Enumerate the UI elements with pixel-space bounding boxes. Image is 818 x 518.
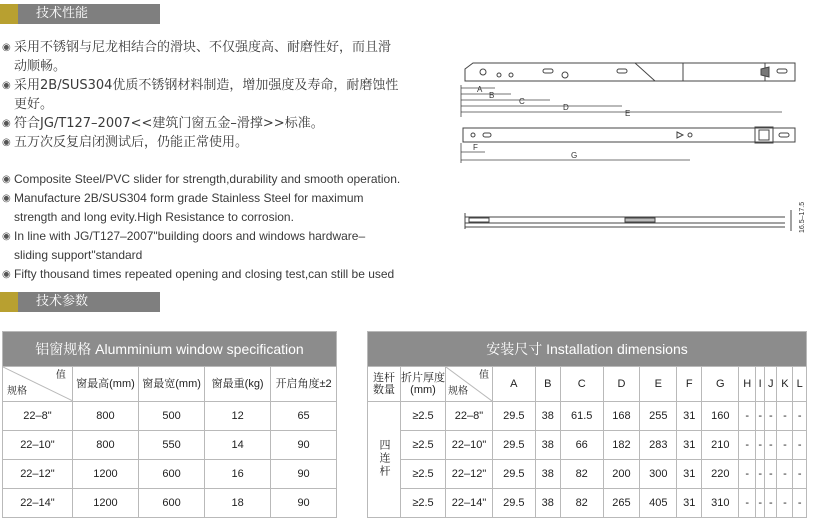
bullet-icon: ◉ bbox=[2, 137, 11, 148]
feature-en-item: ◉ Composite Steel/PVC slider for strength,durability and smooth operation. bbox=[2, 170, 402, 189]
column-header-link-count: 连杆数量 bbox=[368, 367, 401, 402]
feature-cn-item: ◉ 采用不锈钢与尼龙相结合的滑块、不仅强度高、耐磨性好，而且滑动顺畅。 bbox=[2, 40, 392, 74]
bullet-icon: ◉ bbox=[2, 174, 11, 185]
feature-en-item: ◉ Fifty thousand times repeated opening and closing test,can still be used bbox=[2, 265, 402, 284]
height-label: 16.5–17.5 bbox=[799, 201, 806, 233]
bullet-icon: ◉ bbox=[2, 193, 11, 204]
feature-cn-item: ◉ 符合JG/T127–2007<<建筑门窗五金–滑撑>>标准。 bbox=[2, 116, 324, 131]
dim-label-b: B bbox=[489, 91, 495, 100]
feature-en-item: ◉ Manufacture 2B/SUS304 form grade Stainless Steel for maximum strength and long evity.High Resistance to corrosion. bbox=[2, 191, 364, 224]
table-row: ≥2.5 22–10" 29.5 38 66 182 283 31 210 - - - - - bbox=[368, 431, 807, 460]
track-view bbox=[463, 127, 795, 143]
column-header: L bbox=[793, 367, 807, 402]
dim-label-f: F bbox=[473, 143, 478, 152]
column-header: K bbox=[777, 367, 793, 402]
section-marker bbox=[0, 4, 18, 24]
bullet-icon: ◉ bbox=[2, 80, 11, 91]
table-row: 22–14" 1200 600 18 90 bbox=[3, 489, 337, 518]
bullet-icon: ◉ bbox=[2, 269, 11, 280]
link-count-cell: 四连杆 bbox=[368, 402, 401, 518]
table-row: ≥2.5 22–14" 29.5 38 82 265 405 31 310 - - - - - bbox=[368, 489, 807, 518]
dim-label-c: C bbox=[519, 97, 525, 106]
bullet-icon: ◉ bbox=[2, 42, 11, 53]
column-header: H bbox=[739, 367, 756, 402]
section-title: 技术参数 bbox=[18, 292, 160, 312]
section-title: 技术性能 bbox=[18, 4, 160, 24]
feature-cn-item: ◉ 五万次反复启闭测试后，仍能正常使用。 bbox=[2, 135, 249, 150]
window-spec-table bbox=[2, 331, 337, 518]
column-header: A bbox=[493, 367, 536, 402]
section-header-performance bbox=[0, 4, 160, 24]
features-cn-list bbox=[2, 38, 402, 152]
dim-label-a: A bbox=[477, 85, 483, 94]
table-title: 安装尺寸 Installation dimensions bbox=[368, 332, 807, 367]
top-view bbox=[465, 63, 795, 81]
column-header: I bbox=[756, 367, 765, 402]
column-header: C bbox=[560, 367, 603, 402]
corner-header: 值 规格 bbox=[446, 367, 493, 402]
side-view bbox=[465, 210, 791, 231]
column-header: F bbox=[677, 367, 702, 402]
section-marker bbox=[0, 292, 18, 312]
dim-label-d: D bbox=[563, 103, 569, 112]
dimension-lines-top bbox=[461, 85, 782, 117]
table-row: 22–12" 1200 600 16 90 bbox=[3, 460, 337, 489]
column-header: 窗最重(kg) bbox=[205, 367, 271, 402]
column-header: B bbox=[535, 367, 560, 402]
table-row: ≥2.5 22–12" 29.5 38 82 200 300 31 220 - - - - - bbox=[368, 460, 807, 489]
friction-stay-drawing bbox=[455, 55, 810, 245]
column-header: 开启角度±2 bbox=[271, 367, 337, 402]
column-header: 窗最高(mm) bbox=[72, 367, 138, 402]
column-header: J bbox=[765, 367, 777, 402]
column-header: G bbox=[702, 367, 739, 402]
feature-en-item: ◉ In line with JG/T127–2007"building doors and windows hardware–sliding support"standard bbox=[2, 229, 366, 262]
bullet-icon: ◉ bbox=[2, 231, 11, 242]
features-en-list bbox=[2, 170, 402, 284]
section-header-parameters bbox=[0, 292, 160, 312]
table-title: 铝窗规格 Alumminium window specification bbox=[3, 332, 337, 367]
bullet-icon: ◉ bbox=[2, 118, 11, 129]
column-header: E bbox=[640, 367, 677, 402]
column-header: 窗最宽(mm) bbox=[139, 367, 205, 402]
table-row: 22–10" 800 550 14 90 bbox=[3, 431, 337, 460]
column-header: D bbox=[603, 367, 640, 402]
corner-header: 值 规格 bbox=[3, 367, 73, 402]
table-row: 四连杆 ≥2.5 22–8" 29.5 38 61.5 168 255 31 160 - - - - - bbox=[368, 402, 807, 431]
feature-cn-item: ◉ 采用2B/SUS304优质不锈钢材料制造，增加强度及寿命，耐磨蚀性更好。 bbox=[2, 78, 399, 112]
table-row: 22–8" 800 500 12 65 bbox=[3, 402, 337, 431]
column-header-thickness: 折片厚度(mm) bbox=[401, 367, 446, 402]
dim-label-e: E bbox=[625, 109, 631, 118]
dim-label-g: G bbox=[571, 151, 578, 160]
installation-dimensions-table bbox=[367, 331, 807, 518]
